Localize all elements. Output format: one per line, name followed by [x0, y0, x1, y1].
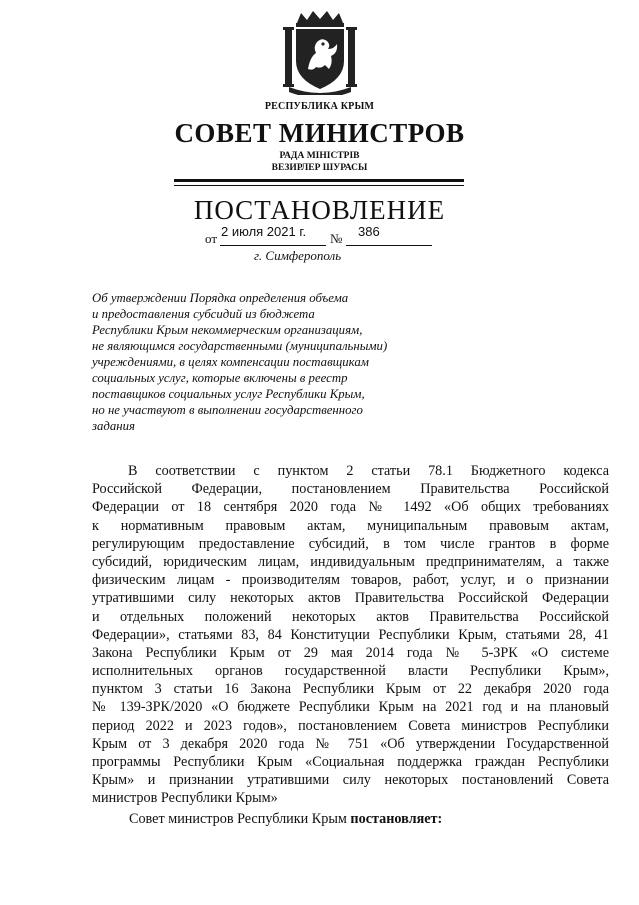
header-rule-thick: [174, 179, 464, 182]
decree-date: 2 июля 2021 г.: [221, 224, 307, 239]
preamble-paragraph: [92, 462, 609, 808]
decree-subject: [92, 290, 462, 434]
subject-line: поставщиков социальных услуг Республики Крым,: [92, 387, 365, 401]
resolution-line: [129, 811, 442, 828]
body-line: Федерации», статьями 83, 84 Конституции Республики Крым, статьями 28, 41: [92, 626, 609, 643]
subject-line: но не участвуют в выполнении государственного: [92, 403, 363, 417]
crimea-coat-of-arms-icon: [283, 9, 357, 95]
body-line: исполнительных органов государственной власти Республики Крым»,: [92, 663, 609, 680]
date-underline: [220, 245, 326, 246]
body-line: и отдельных положений некоторых актов Правительства Российской: [92, 608, 609, 625]
body-line: физическим лицам - производителям товаров, работ, услуг, и о признании: [92, 572, 609, 589]
number-underline: [346, 245, 432, 246]
body-line: Крым» и признании утратившими силу некоторых постановлений Совета: [92, 772, 609, 789]
body-line: Федерации от 18 сентября 2020 года № 1492 «Об общих требованиях: [92, 499, 609, 516]
body-line: В соответствии с пунктом 2 статьи 78.1 Бюджетного кодекса: [128, 463, 609, 479]
header-rule-thin: [174, 185, 464, 186]
subject-line: и предоставления субсидий из бюджета: [92, 307, 315, 321]
body-line: Российской Федерации, постановлением Правительства Российской: [92, 481, 609, 498]
body-line: к нормативным правовым актам, муниципальным правовым актам,: [92, 517, 609, 534]
resolution-text: Совет министров Республики Крым: [129, 811, 351, 827]
body-line: утратившими силу некоторых актов Правительства Российской Федерации: [92, 590, 609, 607]
body-line: субсидий, юридическим лицам, индивидуальным предпринимателям, а также: [92, 553, 609, 570]
date-label: от: [205, 231, 218, 246]
city: г. Симферополь: [254, 248, 342, 263]
decree-title: ПОСТАНОВЛЕНИЕ: [193, 195, 446, 225]
republic-name: РЕСПУБЛИКА КРЫМ: [264, 101, 375, 112]
body-line: Закона Республики Крым от 29 мая 2014 года № 5-ЗРК «О системе: [92, 644, 609, 661]
council-name-crimean-tatar: ВЕЗИРЛЕР ШУРАСЫ: [271, 163, 368, 173]
body-line: регулирующим предоставление субсидий, в том числе грантов в форме: [92, 535, 609, 552]
council-name: СОВЕТ МИНИСТРОВ: [174, 118, 465, 148]
body-line: пунктом 3 статьи 16 Закона Республики Крым от 22 декабря 2020 года: [92, 681, 609, 698]
body-line: министров Республики Крым»: [92, 790, 278, 807]
body-line: программы Республики Крым «Социальная поддержка граждан Республики: [92, 754, 609, 770]
body-line: Крым от 3 декабря 2020 года № 751 «Об утверждении Государственной: [92, 735, 609, 752]
body-line: № 139-ЗРК/2020 «О бюджете Республики Крым на 2021 год и на плановый: [92, 699, 609, 716]
decree-number: 386: [358, 224, 380, 239]
resolution-verb: постановляет:: [350, 811, 443, 827]
subject-line: задания: [92, 419, 135, 433]
subject-line: Республики Крым некоммерческим организациям,: [92, 323, 363, 337]
subject-line: не являющимся государственными (муниципальными): [92, 339, 388, 353]
subject-line: учреждениями, в целях компенсации поставщикам: [92, 355, 369, 369]
council-name-ukrainian: РАДА МІНІСТРІВ: [279, 151, 360, 161]
body-line: период 2022 и 2023 годов», постановлением Совета министров Республики: [92, 717, 609, 734]
subject-line: Об утверждении Порядка определения объема: [92, 291, 349, 305]
subject-line: социальных услуг, которые включены в реестр: [92, 371, 348, 385]
number-label: №: [330, 231, 343, 246]
